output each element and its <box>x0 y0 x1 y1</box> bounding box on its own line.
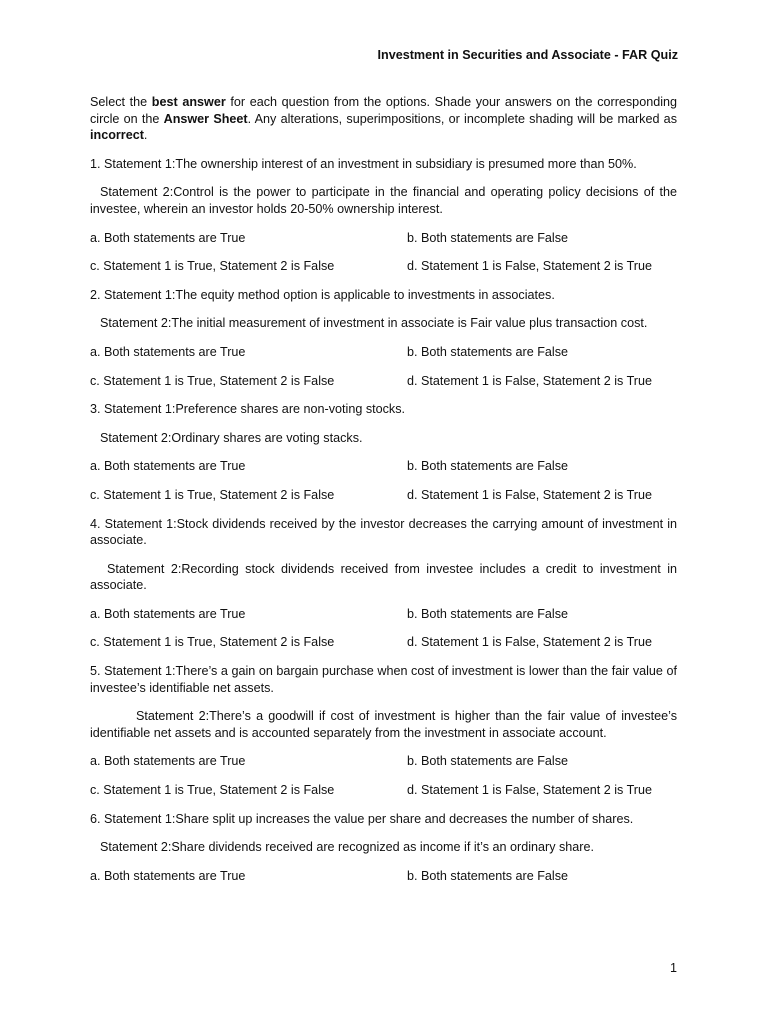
question-2-option-a: a. Both statements are True <box>90 344 246 359</box>
question-3-option-d: d. Statement 1 is False, Statement 2 is True <box>407 487 652 502</box>
question-5-option-d: d. Statement 1 is False, Statement 2 is True <box>407 783 652 798</box>
question-4-option-b: b. Both statements are False <box>407 606 569 621</box>
question-6-options-row-1 <box>90 868 677 885</box>
question-1-options-row-1 <box>90 230 677 247</box>
question-6-option-a: a. Both statements are True <box>90 868 246 883</box>
question-2-options-row-2 <box>90 373 677 390</box>
question-5-statement-2: Statement 2:There’s a goodwill if cost of investment is higher than the fair value of investee’s identifiable net assets and is accounted separately from the investment in associate account. <box>90 709 677 740</box>
question-4-option-c: c. Statement 1 is True, Statement 2 is False <box>90 635 335 650</box>
question-1-options-row-2 <box>90 258 677 275</box>
question-2-statement-2: Statement 2:The initial measurement of investment in associate is Fair value plus transaction cost. <box>100 316 648 331</box>
quiz-content <box>90 94 677 896</box>
question-4-statement-1: 4. Statement 1:Stock dividends received by the investor decreases the carrying amount of investment in associate. <box>90 516 677 548</box>
page-number: 1 <box>670 961 678 975</box>
question-3-options-row-1 <box>90 458 677 475</box>
question-5-option-c: c. Statement 1 is True, Statement 2 is False <box>90 783 335 798</box>
question-1-option-d: d. Statement 1 is False, Statement 2 is True <box>407 259 652 274</box>
question-4-options-row-1 <box>90 606 677 623</box>
question-5-statement-1: 5. Statement 1:There’s a gain on bargain purchase when cost of investment is lower than the fair value of investee’s identifiable net assets. <box>90 664 677 695</box>
question-3-statement-1: 3. Statement 1:Preference shares are non-voting stocks. <box>90 402 406 417</box>
question-4-statement-2: Statement 2:Recording stock dividends received from investee includes a credit to investment in associate. <box>90 561 677 593</box>
question-6-option-b: b. Both statements are False <box>407 868 569 883</box>
question-5-option-a: a. Both statements are True <box>90 754 246 769</box>
question-5-options-row-2 <box>90 782 677 799</box>
instructions-emphasis-answer-sheet: Answer Sheet <box>163 111 248 126</box>
question-1-statement-2: Statement 2:Control is the power to participate in the financial and operating policy decisions of the investee, wherein an investor holds 20-50% ownership interest. <box>90 185 677 216</box>
question-4-option-a: a. Both statements are True <box>90 606 246 621</box>
question-2-option-d: d. Statement 1 is False, Statement 2 is True <box>407 373 652 388</box>
question-3-option-a: a. Both statements are True <box>90 459 246 474</box>
question-5-option-b: b. Both statements are False <box>407 754 569 769</box>
instructions-paragraph <box>90 94 677 144</box>
question-6-statement-2: Statement 2:Share dividends received are recognized as income if it’s an ordinary share. <box>100 840 594 855</box>
instructions-emphasis-best-answer: best answer <box>151 95 226 109</box>
instructions-text: . Any alterations, superimpositions, or incomplete shading will be marked as <box>247 111 677 126</box>
question-3-option-c: c. Statement 1 is True, Statement 2 is False <box>90 487 335 502</box>
page-header-title: Investment in Securities and Associate - FAR Quiz <box>377 48 678 62</box>
question-2-option-c: c. Statement 1 is True, Statement 2 is False <box>90 373 335 388</box>
question-3-option-b: b. Both statements are False <box>407 459 569 474</box>
instructions-text: . <box>143 128 148 143</box>
question-1-statement-1: 1. Statement 1:The ownership interest of an investment in subsidiary is presumed more than 50%. <box>90 156 637 171</box>
question-1-option-a: a. Both statements are True <box>90 230 246 245</box>
question-4-option-d: d. Statement 1 is False, Statement 2 is True <box>407 635 652 650</box>
question-1-option-b: b. Both statements are False <box>407 230 569 245</box>
instructions-text: Select the <box>90 95 152 109</box>
question-2-options-row-1 <box>90 344 677 361</box>
question-1-option-c: c. Statement 1 is True, Statement 2 is False <box>90 259 335 274</box>
instructions-text: for each question from the options. Shade your answers on the corresponding circle on the <box>90 95 678 126</box>
instructions-emphasis-incorrect: incorrect <box>90 128 144 143</box>
question-3-statement-2: Statement 2:Ordinary shares are voting stacks. <box>100 430 363 445</box>
question-5-options-row-1 <box>90 753 677 770</box>
question-4-options-row-2 <box>90 634 677 651</box>
question-6-statement-1: 6. Statement 1:Share split up increases the value per share and decreases the number of shares. <box>90 811 634 826</box>
question-2-option-b: b. Both statements are False <box>407 344 569 359</box>
question-2-statement-1: 2. Statement 1:The equity method option is applicable to investments in associates. <box>90 287 555 302</box>
question-3-options-row-2 <box>90 487 677 504</box>
